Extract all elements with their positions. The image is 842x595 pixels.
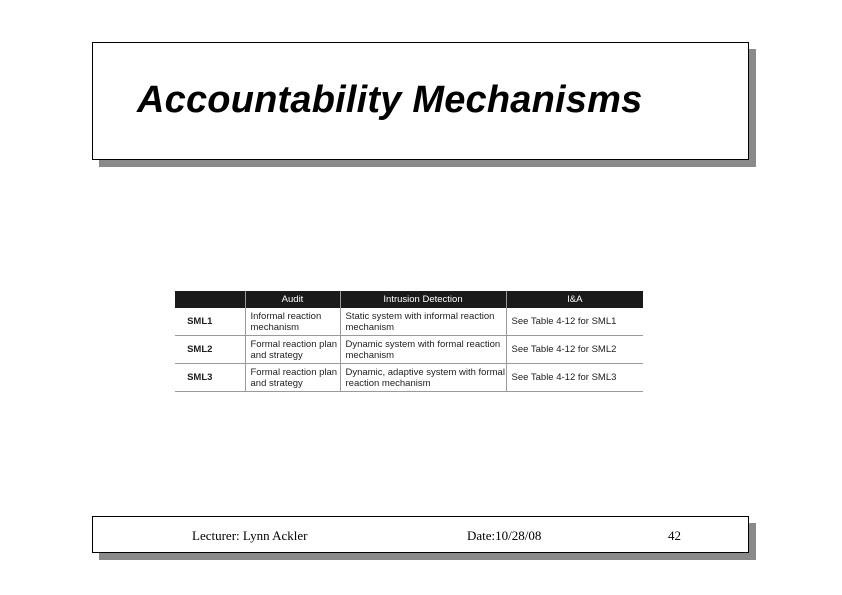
footer-lecturer: Lecturer: Lynn Ackler bbox=[192, 528, 308, 543]
table-header-intrusion-detection: Intrusion Detection bbox=[340, 291, 506, 308]
table-header-ia: I&A bbox=[506, 291, 643, 308]
cell-ia: See Table 4-12 for SML2 bbox=[506, 336, 643, 364]
table-header-row bbox=[175, 291, 643, 308]
footer-page-number: 42 bbox=[668, 528, 681, 543]
row-label: SML2 bbox=[175, 336, 245, 364]
row-label: SML1 bbox=[175, 308, 245, 336]
table-header-blank bbox=[175, 291, 245, 308]
table-row bbox=[175, 336, 643, 364]
title-box bbox=[92, 42, 749, 160]
cell-audit: Formal reaction plan and strategy bbox=[245, 336, 340, 364]
footer-date: Date:10/28/08 bbox=[467, 528, 542, 543]
table-row bbox=[175, 308, 643, 336]
cell-ia: See Table 4-12 for SML3 bbox=[506, 364, 643, 392]
table-row bbox=[175, 364, 643, 392]
footer-box bbox=[92, 516, 749, 553]
cell-audit: Formal reaction plan and strategy bbox=[245, 364, 340, 392]
cell-intrusion-detection: Static system with informal reaction mechanism bbox=[340, 308, 506, 336]
cell-ia: See Table 4-12 for SML1 bbox=[506, 308, 643, 336]
cell-intrusion-detection: Dynamic system with formal reaction mechanism bbox=[340, 336, 506, 364]
sml-table bbox=[175, 291, 643, 392]
cell-intrusion-detection: Dynamic, adaptive system with formal reaction mechanism bbox=[340, 364, 506, 392]
row-label: SML3 bbox=[175, 364, 245, 392]
sml-table-image bbox=[175, 291, 643, 392]
cell-audit: Informal reaction mechanism bbox=[245, 308, 340, 336]
slide-title: Accountability Mechanisms bbox=[137, 79, 643, 121]
table-header-audit: Audit bbox=[245, 291, 340, 308]
